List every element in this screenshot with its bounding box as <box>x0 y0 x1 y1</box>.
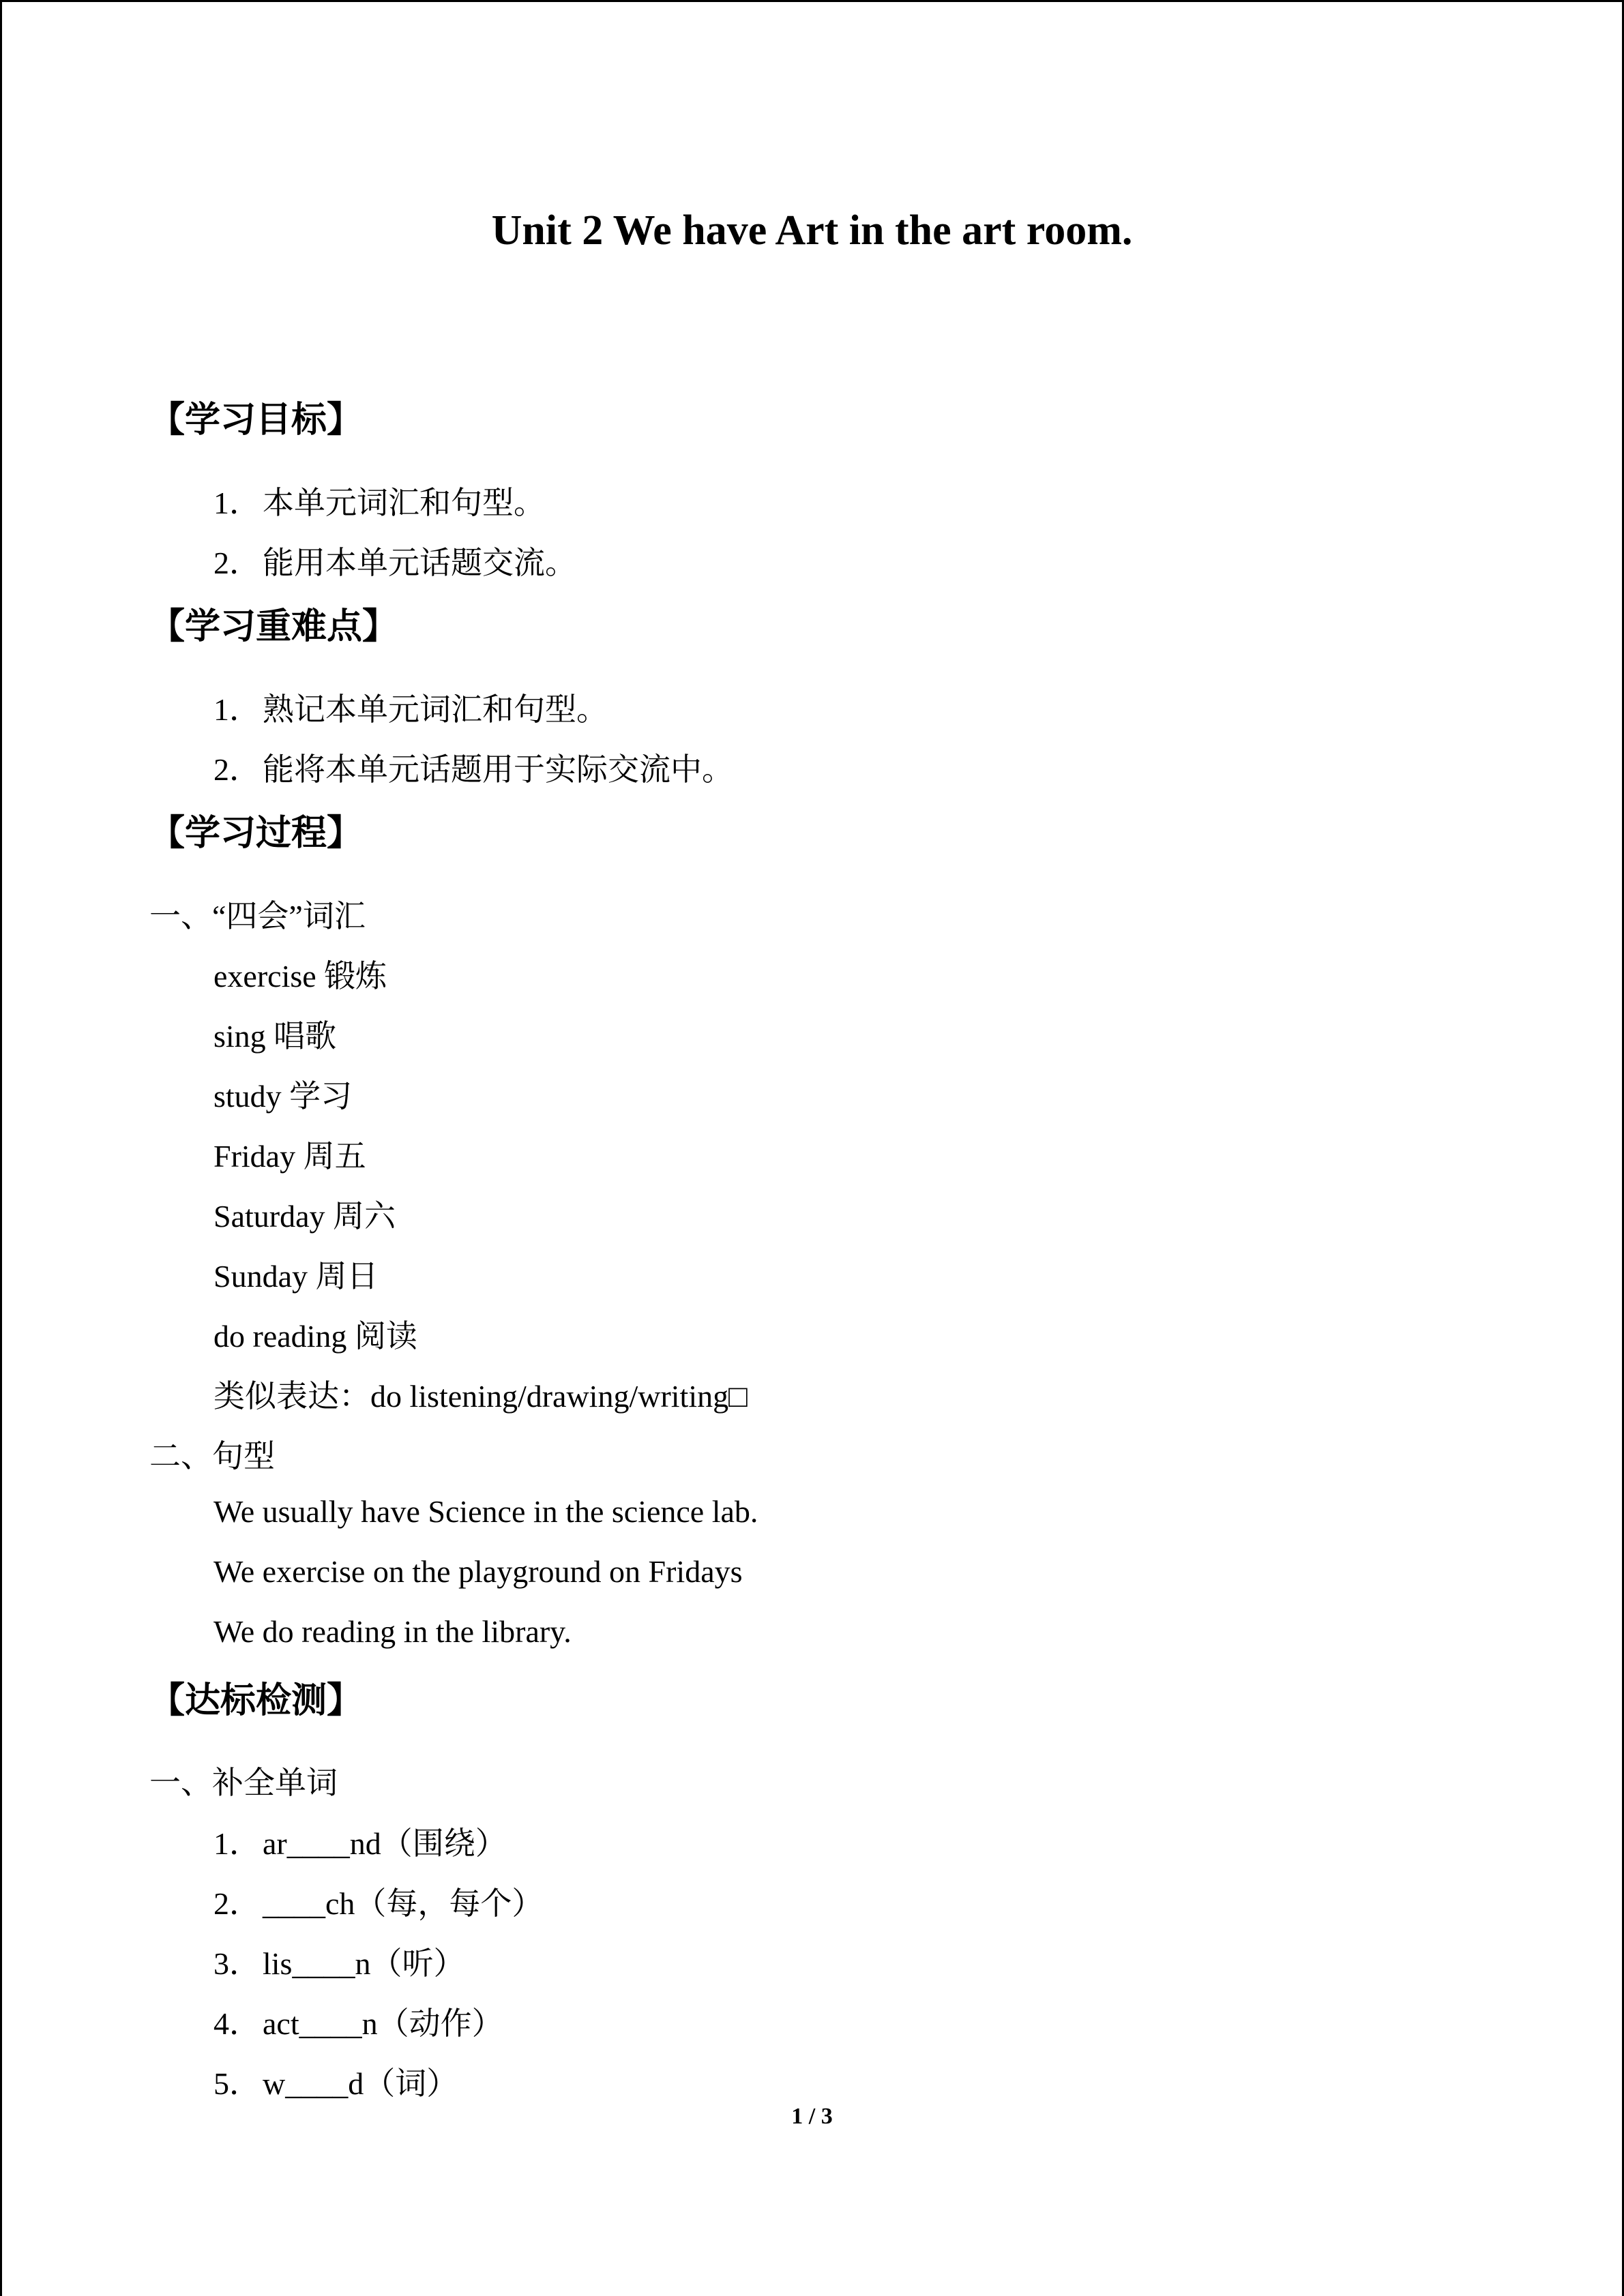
item-number: 1． <box>213 486 261 520</box>
vocab-item: Saturday 周六 <box>213 1199 396 1234</box>
item-number: 2． <box>213 752 261 787</box>
item-number: 1． <box>213 692 261 727</box>
vocab-item: do reading 阅读 <box>213 1319 417 1354</box>
sentence-title: 二、句型 <box>149 1439 275 1474</box>
sentence-item: We usually have Science in the science lab. <box>213 1494 758 1529</box>
page-number: 1 / 3 <box>791 2104 833 2129</box>
item-text: ____ch（每，每个） <box>263 1886 544 1921</box>
vocab-title: 一、“四会”词汇 <box>149 899 366 934</box>
key-point-item-2 <box>213 745 733 790</box>
item-text: w____d（词） <box>263 2066 458 2101</box>
vocab-item: Sunday 周日 <box>213 1259 379 1294</box>
test-item-5 <box>213 2059 458 2104</box>
item-number: 2． <box>213 1886 261 1921</box>
item-text: act____n（动作） <box>263 2006 503 2041</box>
test-item-1 <box>213 1819 507 1864</box>
vocab-item: exercise 锻炼 <box>213 959 387 994</box>
item-text: 能用本单元话题交流。 <box>263 546 576 580</box>
objective-item-1 <box>213 478 545 523</box>
process-heading: 【学习过程】 <box>149 813 363 854</box>
item-text: 熟记本单元词汇和句型。 <box>263 692 608 727</box>
test-heading: 【达标检测】 <box>149 1680 363 1721</box>
test-item-4 <box>213 1999 503 2044</box>
item-text: ar____nd（围绕） <box>263 1826 507 1861</box>
page-title: Unit 2 We have Art in the art room. <box>491 207 1133 254</box>
item-number: 1． <box>213 1826 261 1861</box>
vocab-item: 类似表达：do listening/drawing/writing□ <box>213 1379 748 1414</box>
test-item-2 <box>213 1879 543 1924</box>
item-text: 能将本单元话题用于实际交流中。 <box>263 752 733 787</box>
objectives-heading: 【学习目标】 <box>149 400 363 441</box>
test-subtitle: 一、补全单词 <box>149 1765 338 1800</box>
item-number: 4． <box>213 2006 261 2041</box>
vocab-item: sing 唱歌 <box>213 1019 337 1054</box>
vocab-item: Friday 周五 <box>213 1139 366 1174</box>
item-text: lis____n（听） <box>263 1946 465 1981</box>
sentence-item: We do reading in the library. <box>213 1614 572 1649</box>
sentence-item: We exercise on the playground on Fridays <box>213 1554 743 1589</box>
objective-item-2 <box>213 538 576 583</box>
test-item-3 <box>213 1939 464 1984</box>
vocab-item: study 学习 <box>213 1079 353 1114</box>
key-point-item-1 <box>213 685 608 730</box>
item-number: 5． <box>213 2066 261 2101</box>
item-text: 本单元词汇和句型。 <box>263 486 545 520</box>
key-points-heading: 【学习重难点】 <box>149 606 398 647</box>
item-number: 3． <box>213 1946 261 1981</box>
item-number: 2． <box>213 546 261 580</box>
